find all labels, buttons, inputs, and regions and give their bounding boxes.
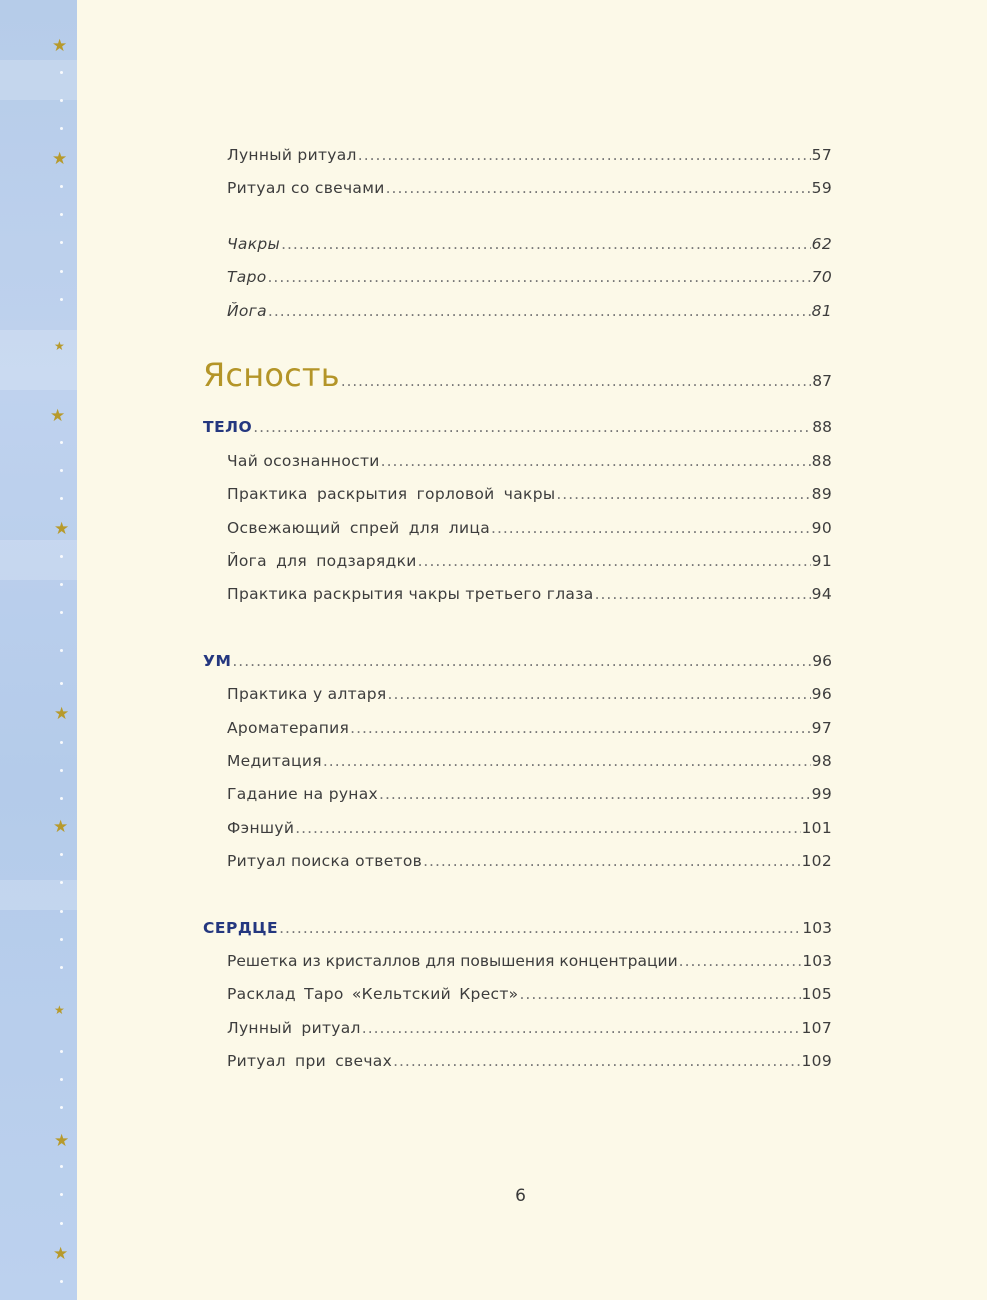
star-icon: ★ xyxy=(53,817,69,837)
dot-leader xyxy=(595,585,811,603)
dot-leader xyxy=(519,985,800,1003)
dot-leader xyxy=(418,552,811,570)
toc-page-number: 70 xyxy=(811,268,832,286)
toc-entry[interactable] xyxy=(227,1052,832,1070)
toc-section-body[interactable] xyxy=(203,418,832,436)
toc-entry[interactable] xyxy=(227,752,832,770)
section-title: СЕРДЦЕ xyxy=(203,919,279,937)
star-icon: ★ xyxy=(54,519,70,539)
toc-entry[interactable] xyxy=(227,785,832,803)
toc-page-number: 57 xyxy=(811,146,832,164)
toc-entry-label: Расклад Таро «Кельтский Крест» xyxy=(227,985,519,1003)
toc-entry[interactable] xyxy=(227,985,832,1003)
toc-entry-moon-ritual[interactable] xyxy=(227,146,832,164)
star-icon: ★ xyxy=(53,1244,69,1264)
toc-entry[interactable] xyxy=(227,552,832,570)
dot-leader xyxy=(232,652,811,670)
toc-chapter-clarity[interactable] xyxy=(203,356,832,394)
toc-page-number: 98 xyxy=(811,752,832,770)
toc-page-number: 87 xyxy=(812,372,832,390)
toc-page-number: 103 xyxy=(802,919,832,937)
toc-page-number: 96 xyxy=(811,685,832,703)
toc-page-number: 59 xyxy=(811,179,832,197)
toc-entry[interactable] xyxy=(227,485,832,503)
toc-page-number: 88 xyxy=(812,418,832,436)
toc-page-number: 97 xyxy=(811,719,832,737)
dot-leader xyxy=(679,952,802,970)
toc-page-number: 89 xyxy=(811,485,832,503)
toc-entry[interactable] xyxy=(227,952,832,970)
toc-entry-label: Гадание на рунах xyxy=(227,785,379,803)
star-icon: ★ xyxy=(54,704,70,724)
toc-page-number: 88 xyxy=(811,452,832,470)
toc-page-number: 109 xyxy=(801,1052,832,1070)
toc-page-number: 90 xyxy=(811,519,832,537)
star-icon: ★ xyxy=(54,339,65,353)
toc-entry-label: Практика у алтаря xyxy=(227,685,387,703)
toc-entry[interactable] xyxy=(227,1019,832,1037)
dot-leader xyxy=(381,452,811,470)
toc-entry[interactable] xyxy=(227,852,832,870)
toc-entry-label: Таро xyxy=(227,268,267,286)
toc-section-heart[interactable] xyxy=(203,919,832,937)
dot-leader xyxy=(362,1019,801,1037)
toc-entry-label: Практика раскрытия горловой чакры xyxy=(227,485,556,503)
star-icon: ★ xyxy=(54,1131,70,1151)
toc-entry-label: Освежающий спрей для лица xyxy=(227,519,491,537)
star-icon: ★ xyxy=(50,406,66,426)
dot-leader xyxy=(279,919,801,937)
toc-entry-label: Лунный ритуал xyxy=(227,146,357,164)
toc-entry-label: Медитация xyxy=(227,752,322,770)
toc-page-number: 107 xyxy=(801,1019,832,1037)
toc-entry[interactable] xyxy=(227,685,832,703)
toc-entry-yoga[interactable] xyxy=(227,302,832,320)
toc-entry-label: Фэншуй xyxy=(227,819,295,837)
dot-leader xyxy=(393,1052,800,1070)
toc-entry-label: Лунный ритуал xyxy=(227,1019,361,1037)
star-icon: ★ xyxy=(52,149,68,169)
toc-section-mind[interactable] xyxy=(203,652,832,670)
toc-page-number: 105 xyxy=(801,985,832,1003)
toc-entry-label: Йога xyxy=(227,302,267,320)
dot-leader xyxy=(379,785,811,803)
toc-page-number: 94 xyxy=(811,585,832,603)
dot-leader xyxy=(323,752,811,770)
toc-page-number: 101 xyxy=(801,819,832,837)
toc-entry-label: Ритуал при свечах xyxy=(227,1052,393,1070)
dot-leader xyxy=(295,819,800,837)
toc-entry[interactable] xyxy=(227,819,832,837)
dot-leader xyxy=(268,268,811,286)
toc-entry-chakras[interactable] xyxy=(227,235,832,253)
toc-entry-label: Чай осознанности xyxy=(227,452,380,470)
toc-entry[interactable] xyxy=(227,719,832,737)
toc-entry-tarot[interactable] xyxy=(227,268,832,286)
dot-leader xyxy=(491,519,811,537)
toc-page-number: 96 xyxy=(812,652,832,670)
toc-page-number: 81 xyxy=(811,302,832,320)
toc-page-number: 91 xyxy=(811,552,832,570)
toc-entry-label: Чакры xyxy=(227,235,281,253)
dot-leader xyxy=(253,418,811,436)
toc-entry-label: Ароматерапия xyxy=(227,719,350,737)
dot-leader xyxy=(423,852,800,870)
toc-entry-label: Ритуал поиска ответов xyxy=(227,852,423,870)
dot-leader xyxy=(341,372,811,390)
toc-page-number: 102 xyxy=(801,852,832,870)
toc-entry[interactable] xyxy=(227,452,832,470)
dot-leader xyxy=(358,146,811,164)
toc-entry-label: Ритуал со свечами xyxy=(227,179,385,197)
section-title: ТЕЛО xyxy=(203,418,253,436)
section-title: УМ xyxy=(203,652,232,670)
toc-entry[interactable] xyxy=(227,585,832,603)
toc-page-number: 62 xyxy=(811,235,832,253)
star-icon: ★ xyxy=(52,36,68,56)
toc-entry-label: Практика раскрытия чакры третьего глаза xyxy=(227,585,594,603)
toc-entry-label: Йога для подзарядки xyxy=(227,552,417,570)
dot-leader xyxy=(388,685,811,703)
toc-page-number: 99 xyxy=(811,785,832,803)
dot-leader xyxy=(268,302,811,320)
chapter-title: Ясность xyxy=(203,356,340,394)
dot-leader xyxy=(350,719,811,737)
toc-entry[interactable] xyxy=(227,519,832,537)
dot-leader xyxy=(386,179,811,197)
star-icon: ★ xyxy=(54,1003,65,1017)
dot-leader xyxy=(281,235,811,253)
toc-entry-candle-ritual[interactable] xyxy=(227,179,832,197)
page-number: 6 xyxy=(515,1186,526,1206)
dot-leader xyxy=(556,485,810,503)
toc-page-number: 103 xyxy=(802,952,832,970)
toc-entry-label: Решетка из кристаллов для повышения концентрации xyxy=(227,952,678,970)
